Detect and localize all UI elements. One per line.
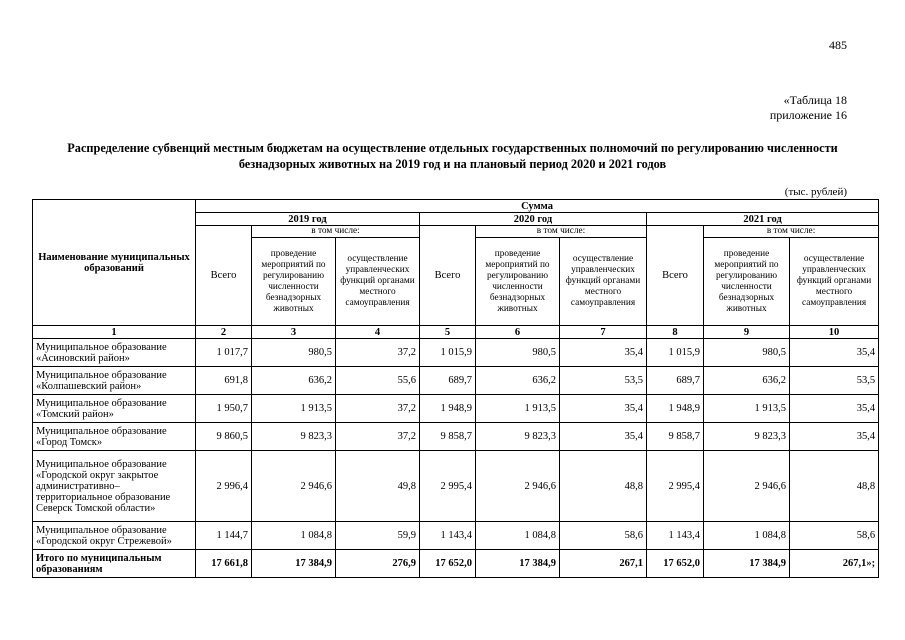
header-total-2020: Всего <box>420 226 476 326</box>
cell-value: 689,7 <box>647 367 704 395</box>
municipality-name: Муниципальное образование «Асиновский район» <box>33 339 196 367</box>
cell-value: 1 913,5 <box>252 395 336 423</box>
table-row <box>33 423 879 451</box>
col-number: 6 <box>476 326 560 339</box>
cell-value: 35,4 <box>790 339 879 367</box>
col-number: 9 <box>704 326 790 339</box>
municipality-name: Муниципальное образование «Томский район» <box>33 395 196 423</box>
total-label: Итого по муниципальным образованиям <box>33 550 196 578</box>
cell-value: 1 948,9 <box>647 395 704 423</box>
cell-value: 1 017,7 <box>196 339 252 367</box>
total-value: 17 384,9 <box>252 550 336 578</box>
col-number: 4 <box>336 326 420 339</box>
cell-value: 1 084,8 <box>476 522 560 550</box>
cell-value: 1 084,8 <box>704 522 790 550</box>
header-admin-2021: осуществление управленческих функций органами местного самоуправления <box>790 238 879 326</box>
total-value: 276,9 <box>336 550 420 578</box>
table-row <box>33 522 879 550</box>
cell-value: 1 015,9 <box>647 339 704 367</box>
total-value: 17 652,0 <box>647 550 704 578</box>
cell-value: 1 144,7 <box>196 522 252 550</box>
table-row <box>33 395 879 423</box>
cell-value: 37,2 <box>336 423 420 451</box>
total-value: 17 652,0 <box>420 550 476 578</box>
cell-value: 9 823,3 <box>476 423 560 451</box>
header-year-2020: 2020 год <box>420 213 647 226</box>
cell-value: 9 860,5 <box>196 423 252 451</box>
header-measures-2019: проведение мероприятий по регулированию численности безнадзорных животных <box>252 238 336 326</box>
cell-value: 37,2 <box>336 395 420 423</box>
cell-value: 1 913,5 <box>704 395 790 423</box>
municipality-name: Муниципальное образование «Город Томск» <box>33 423 196 451</box>
cell-value: 35,4 <box>560 423 647 451</box>
cell-value: 636,2 <box>252 367 336 395</box>
cell-value: 1 913,5 <box>476 395 560 423</box>
cell-value: 1 143,4 <box>420 522 476 550</box>
document-title: Распределение субвенций местным бюджетам на осуществление отдельных государственных полномочий по регулированию численности безнадзорных животных на 2019 год и на плановый период 2020 и 2021 годов <box>67 141 838 171</box>
header-incl-2019: в том числе: <box>252 226 420 238</box>
cell-value: 9 823,3 <box>704 423 790 451</box>
total-value: 17 384,9 <box>704 550 790 578</box>
total-value: 17 384,9 <box>476 550 560 578</box>
col-number: 2 <box>196 326 252 339</box>
cell-value: 980,5 <box>476 339 560 367</box>
municipality-name: Муниципальное образование «Городской округ Стрежевой» <box>33 522 196 550</box>
total-value: 267,1 <box>560 550 647 578</box>
cell-value: 37,2 <box>336 339 420 367</box>
cell-value: 58,6 <box>790 522 879 550</box>
col-number: 7 <box>560 326 647 339</box>
cell-value: 980,5 <box>252 339 336 367</box>
col-number: 5 <box>420 326 476 339</box>
cell-value: 48,8 <box>560 451 647 522</box>
table-row <box>33 367 879 395</box>
total-value: 17 661,8 <box>196 550 252 578</box>
table-row <box>33 339 879 367</box>
cell-value: 9 858,7 <box>647 423 704 451</box>
cell-value: 2 946,6 <box>252 451 336 522</box>
col-number: 1 <box>33 326 196 339</box>
header-sum: Сумма <box>196 200 879 213</box>
subvention-table <box>32 199 879 578</box>
col-number: 10 <box>790 326 879 339</box>
header-incl-2020: в том числе: <box>476 226 647 238</box>
header-total-2021: Всего <box>647 226 704 326</box>
municipality-name: Муниципальное образование «Городской округ закрытое административно–территориальное образование Северск Томской области» <box>33 451 196 522</box>
cell-value: 2 996,4 <box>196 451 252 522</box>
header-row-sum <box>33 200 879 213</box>
header-name-column: Наименование муниципальных образований <box>33 200 196 326</box>
cell-value: 53,5 <box>790 367 879 395</box>
cell-value: 689,7 <box>420 367 476 395</box>
cell-value: 2 946,6 <box>704 451 790 522</box>
cell-value: 1 950,7 <box>196 395 252 423</box>
appendix-annex-label: приложение 16 <box>769 108 847 122</box>
cell-value: 636,2 <box>704 367 790 395</box>
cell-value: 59,9 <box>336 522 420 550</box>
cell-value: 49,8 <box>336 451 420 522</box>
cell-value: 48,8 <box>790 451 879 522</box>
cell-value: 2 946,6 <box>476 451 560 522</box>
col-number: 3 <box>252 326 336 339</box>
cell-value: 55,6 <box>336 367 420 395</box>
cell-value: 9 823,3 <box>252 423 336 451</box>
municipality-name: Муниципальное образование «Колпашевский район» <box>33 367 196 395</box>
header-incl-2021: в том числе: <box>704 226 879 238</box>
cell-value: 980,5 <box>704 339 790 367</box>
total-value: 267,1»; <box>790 550 879 578</box>
header-year-2021: 2021 год <box>647 213 879 226</box>
header-year-2019: 2019 год <box>196 213 420 226</box>
col-number: 8 <box>647 326 704 339</box>
cell-value: 636,2 <box>476 367 560 395</box>
cell-value: 2 995,4 <box>647 451 704 522</box>
total-row <box>33 550 879 578</box>
cell-value: 58,6 <box>560 522 647 550</box>
cell-value: 1 948,9 <box>420 395 476 423</box>
header-total-2019: Всего <box>196 226 252 326</box>
header-measures-2021: проведение мероприятий по регулированию численности безнадзорных животных <box>704 238 790 326</box>
cell-value: 691,8 <box>196 367 252 395</box>
table-row <box>33 451 879 522</box>
cell-value: 1 143,4 <box>647 522 704 550</box>
cell-value: 35,4 <box>790 395 879 423</box>
cell-value: 35,4 <box>560 395 647 423</box>
appendix-reference <box>770 93 847 123</box>
cell-value: 1 015,9 <box>420 339 476 367</box>
cell-value: 2 995,4 <box>420 451 476 522</box>
appendix-table-label: «Таблица 18 <box>783 93 847 107</box>
column-number-row <box>33 326 879 339</box>
units-label: (тыс. рублей) <box>784 186 847 198</box>
cell-value: 35,4 <box>560 339 647 367</box>
header-admin-2020: осуществление управленческих функций органами местного самоуправления <box>560 238 647 326</box>
page-number: 485 <box>829 38 847 52</box>
header-admin-2019: осуществление управленческих функций органами местного самоуправления <box>336 238 420 326</box>
cell-value: 35,4 <box>790 423 879 451</box>
cell-value: 53,5 <box>560 367 647 395</box>
header-measures-2020: проведение мероприятий по регулированию численности безнадзорных животных <box>476 238 560 326</box>
cell-value: 1 084,8 <box>252 522 336 550</box>
cell-value: 9 858,7 <box>420 423 476 451</box>
